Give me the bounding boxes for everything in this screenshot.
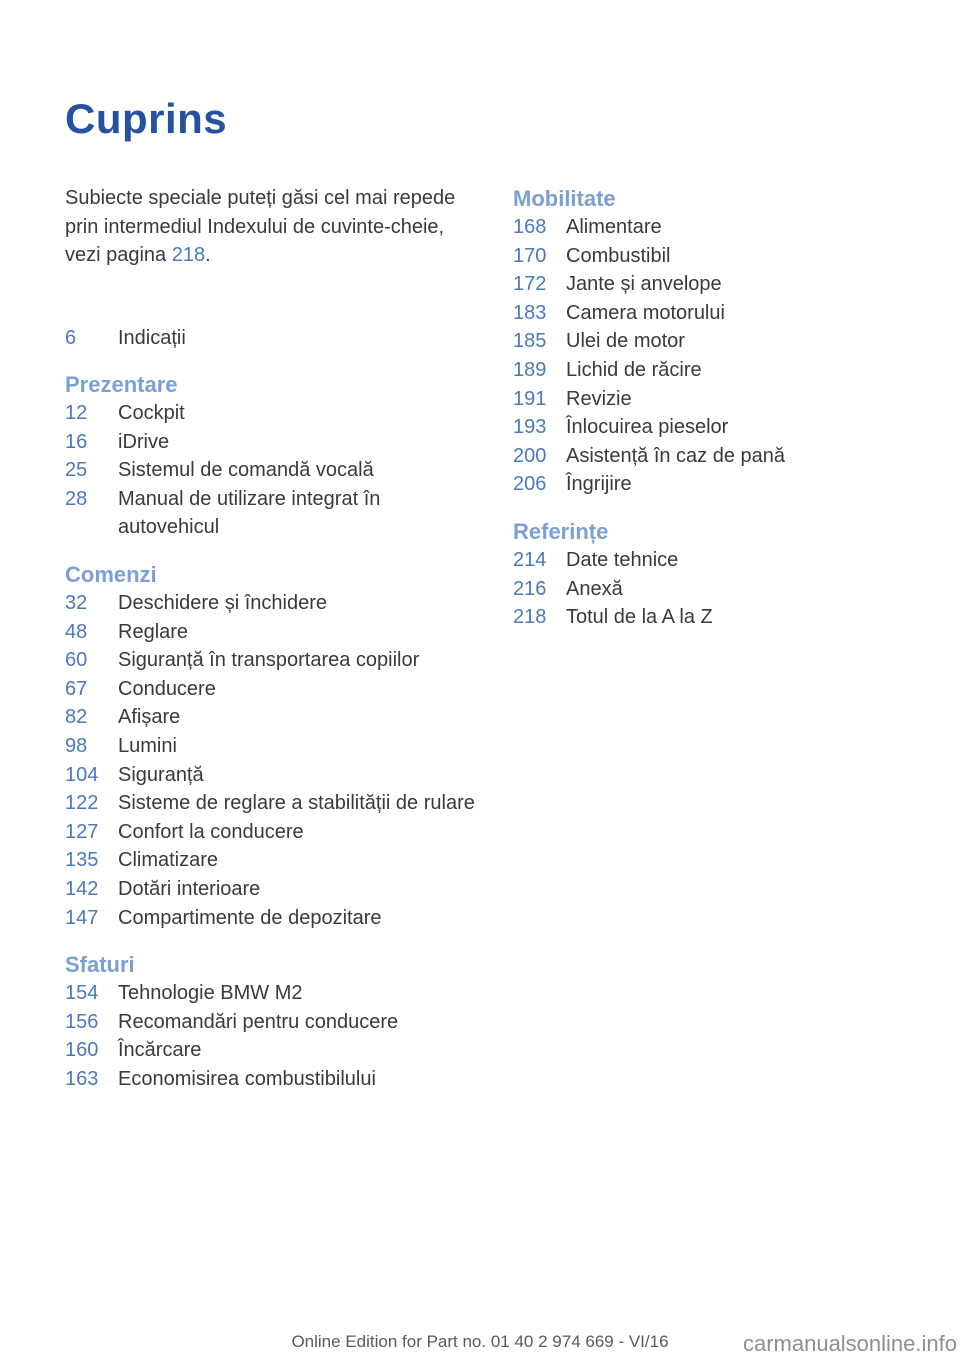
toc-entry-label: Recomandări pentru conducere <box>118 1010 399 1033</box>
toc-entry-page-number: 191 <box>513 387 547 410</box>
toc-entry-label: Înlocuirea pieselor <box>566 416 729 439</box>
toc-entry-label: Dotări interioare <box>118 878 261 900</box>
toc-entry-page-number: 160 <box>65 1039 99 1062</box>
toc-entry-label: Încărcare <box>118 1039 202 1062</box>
toc-entry-page-number: 142 <box>65 878 99 900</box>
toc-entry-page-number: 200 <box>513 444 547 467</box>
toc-entry-page-number: 32 <box>65 592 88 615</box>
intro-paragraph <box>65 184 465 270</box>
watermark-text: carmanualsonline.info <box>742 1331 957 1356</box>
toc-entry-label: Deschidere și închidere <box>118 592 327 615</box>
toc-entry[interactable] <box>513 385 895 414</box>
intro-page-link[interactable]: 218 <box>171 244 206 266</box>
toc-entry-page-number: 16 <box>65 430 88 453</box>
toc-entry-page-number: 82 <box>65 706 88 729</box>
page-title: Cuprins <box>65 95 228 142</box>
toc-entry[interactable] <box>513 270 895 299</box>
toc-entry[interactable] <box>65 399 480 428</box>
toc-entry-label: Sistemul de comandă vocală <box>118 459 374 482</box>
toc-entry-page-number: 135 <box>65 849 99 872</box>
toc-entry[interactable] <box>65 979 480 1008</box>
toc-entry[interactable] <box>65 1008 480 1037</box>
toc-section <box>65 560 480 932</box>
toc-entry[interactable] <box>65 904 480 933</box>
toc-entry[interactable] <box>513 546 895 575</box>
left-column <box>65 184 480 1094</box>
toc-entry[interactable] <box>513 470 895 499</box>
right-column <box>513 184 895 1094</box>
toc-entry-page-number: 156 <box>65 1010 99 1033</box>
toc-entry-label: Tehnologie BMW M2 <box>118 982 303 1005</box>
content-columns <box>65 184 895 1094</box>
toc-entry-label: Climatizare <box>118 849 219 872</box>
toc-entry-page-number: 214 <box>513 548 547 571</box>
toc-entry[interactable] <box>65 846 480 875</box>
toc-entry-page-number: 104 <box>65 763 99 786</box>
toc-entry-page-number: 48 <box>65 620 88 643</box>
toc-entry[interactable] <box>513 213 895 242</box>
toc-entry[interactable] <box>513 575 895 604</box>
toc-entry-label: Economisirea combustibilului <box>118 1067 376 1090</box>
toc-entry-label: Compartimente de depozitare <box>118 906 382 929</box>
toc-entry-label: Lichid de răcire <box>566 358 702 381</box>
toc-entry[interactable] <box>513 442 895 471</box>
toc-entry-page-number: 193 <box>513 416 547 439</box>
toc-entry-page-number: 127 <box>65 820 99 843</box>
toc-entry[interactable] <box>65 589 480 618</box>
toc-entry-label: Sisteme de reglare a stabilității de rulare <box>118 792 475 815</box>
toc-entry-page-number: 6 <box>65 326 77 349</box>
toc-entry[interactable] <box>513 413 895 442</box>
toc-entry[interactable] <box>65 875 480 904</box>
toc-entry-label: Anexă <box>566 577 623 600</box>
toc-entry-page-number: 189 <box>513 358 547 381</box>
toc-entry-page-number: 168 <box>513 216 547 238</box>
toc-entry-page-number: 154 <box>65 982 99 1005</box>
toc-entry-label: Jante și anvelope <box>566 273 722 296</box>
toc-entry-page-number: 67 <box>65 677 88 700</box>
toc-entry[interactable] <box>513 356 895 385</box>
toc-entry-label: Revizie <box>566 387 632 410</box>
toc-entry-page-number: 163 <box>65 1067 99 1090</box>
toc-column-right <box>513 184 895 632</box>
toc-entry[interactable] <box>65 324 480 353</box>
toc-entry[interactable] <box>65 818 480 847</box>
toc-column-left <box>65 324 480 1094</box>
toc-entry[interactable] <box>513 327 895 356</box>
toc-entry[interactable] <box>65 428 480 457</box>
toc-entry[interactable] <box>65 456 480 485</box>
toc-entry[interactable] <box>65 646 480 675</box>
toc-entry-label: Reglare <box>118 620 189 643</box>
toc-entry-page-number: 185 <box>513 330 547 353</box>
toc-entry-label: Îngrijire <box>566 473 632 496</box>
toc-entry-label: Siguranță în transportarea copiilor <box>118 649 420 672</box>
toc-entry-page-number: 206 <box>513 473 547 496</box>
toc-section <box>65 324 480 353</box>
toc-entry-label: Conducere <box>118 677 216 700</box>
toc-entry-label: Afișare <box>118 706 181 729</box>
toc-entry-page-number: 28 <box>65 487 88 510</box>
toc-entry-page-number: 218 <box>513 606 547 629</box>
section-heading: Comenzi <box>65 562 157 588</box>
toc-entry-page-number: 183 <box>513 301 547 324</box>
toc-entry-label: Totul de la A la Z <box>566 606 713 629</box>
toc-section <box>65 950 480 1093</box>
toc-entry[interactable] <box>65 1036 480 1065</box>
toc-entry[interactable] <box>513 242 895 271</box>
toc-entry-label: Lumini <box>118 735 177 758</box>
toc-entry-label: Confort la conducere <box>118 820 304 843</box>
section-heading: Referințe <box>513 518 609 544</box>
toc-entry-label: Manual de utilizare integrat în autovehicul <box>118 487 381 539</box>
toc-entry-page-number: 25 <box>65 459 88 482</box>
toc-entry-page-number: 122 <box>65 792 99 815</box>
toc-entry-page-number: 172 <box>513 273 547 296</box>
toc-entry-page-number: 216 <box>513 577 547 600</box>
toc-entry-page-number: 147 <box>65 906 99 929</box>
toc-entry[interactable] <box>513 603 895 632</box>
toc-entry-label: Ulei de motor <box>566 330 685 353</box>
toc-section <box>513 517 895 632</box>
toc-entry-label: Indicații <box>118 326 186 349</box>
toc-entry-label: Combustibil <box>566 244 671 267</box>
toc-entry[interactable] <box>65 618 480 647</box>
toc-entry-page-number: 12 <box>65 402 88 425</box>
toc-entry[interactable] <box>513 299 895 328</box>
section-heading: Prezentare <box>65 372 178 398</box>
toc-entry-label: Asistență în caz de pană <box>566 444 786 467</box>
toc-entry[interactable] <box>65 703 480 732</box>
toc-entry[interactable] <box>65 761 480 790</box>
section-heading: Sfaturi <box>65 952 135 978</box>
toc-entry-page-number: 170 <box>513 244 547 267</box>
toc-entry-label: Camera motorului <box>566 301 725 324</box>
toc-entry[interactable] <box>65 485 480 542</box>
toc-entry[interactable] <box>65 1065 480 1094</box>
toc-entry-label: Date tehnice <box>566 548 679 571</box>
toc-entry-page-number: 98 <box>65 735 88 758</box>
toc-entry[interactable] <box>65 675 480 704</box>
footer-edition-text: Online Edition for Part no. 01 40 2 974 669 - VI/16 <box>291 1332 669 1351</box>
toc-entry-label: Siguranță <box>118 763 204 786</box>
section-heading: Mobilitate <box>513 186 616 211</box>
toc-entry[interactable] <box>65 732 480 761</box>
toc-entry-page-number: 60 <box>65 649 88 672</box>
toc-section <box>513 184 895 499</box>
toc-entry-label: Cockpit <box>118 402 185 425</box>
intro-text-before: Subiecte speciale puteți găsi cel mai repede prin intermediul Indexului de cuvinte-cheie, vezi pagina <box>65 187 456 266</box>
toc-entry-label: Alimentare <box>566 216 662 238</box>
intro-text-after: . <box>205 244 211 266</box>
toc-entry-label: iDrive <box>118 430 170 453</box>
toc-section <box>65 370 480 542</box>
toc-entry[interactable] <box>65 789 480 818</box>
